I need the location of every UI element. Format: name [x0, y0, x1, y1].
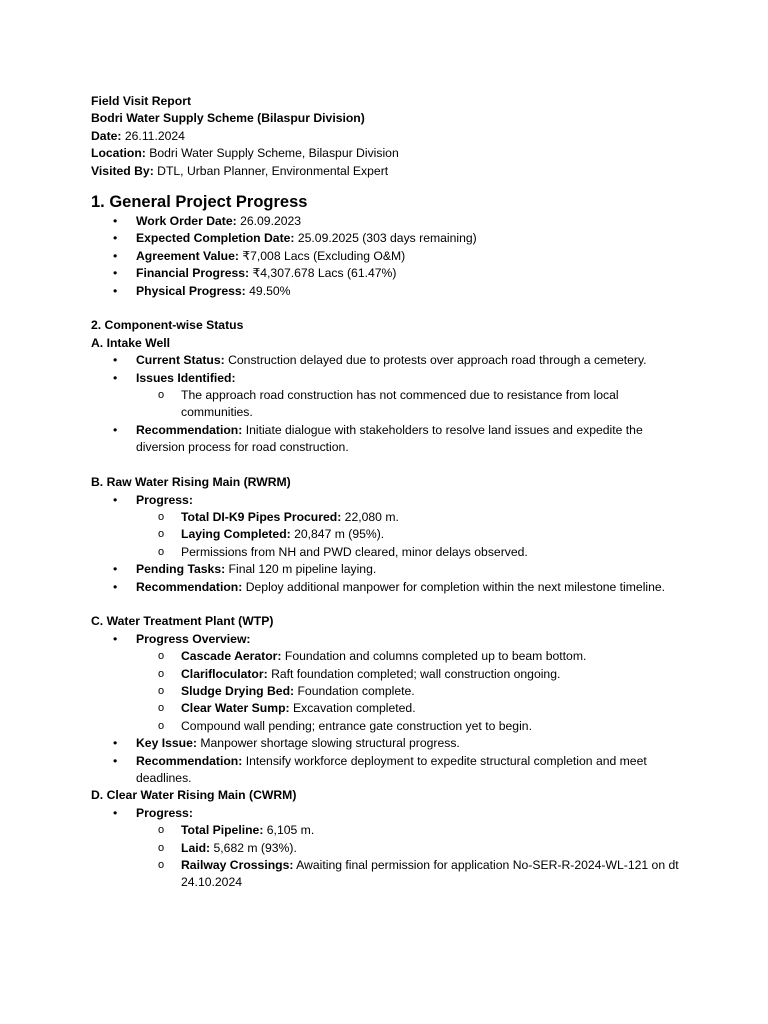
report-date: Date: 26.11.2024 — [91, 128, 185, 143]
sublist-item: o Laid: 5,682 m (93%). — [136, 840, 691, 857]
list-item: • Progress: o Total Pipeline: 6,105 m. o Laid: 5,682 m (93%). o Railway Crossings: Awaiting final permission for application No-SER-R-2024-WL-121 on dt 24.10.2024 — [91, 805, 691, 892]
sublist-item: o Total DI-K9 Pipes Procured: 22,080 m. — [136, 509, 691, 526]
sublist-item: o Railway Crossings: Awaiting final permission for application No-SER-R-2024-WL-121 on dt 24.10.2024 — [136, 857, 691, 892]
list-item: • Expected Completion Date: 25.09.2025 (303 days remaining) — [91, 230, 691, 247]
sublist-item: o Total Pipeline: 6,105 m. — [136, 822, 691, 839]
sublist-item: o Laying Completed: 20,847 m (95%). — [136, 526, 691, 543]
subsection-heading-wtp: C. Water Treatment Plant (WTP) — [91, 614, 274, 629]
sublist-item: o Cascade Aerator: Foundation and columns completed up to beam bottom. — [136, 648, 691, 665]
cwrm-list — [91, 805, 691, 892]
list-item: • Progress: o Total DI-K9 Pipes Procured: 22,080 m. o Laying Completed: 20,847 m (95%). o Permissions from NH and PWD cleared, minor delays observed. — [91, 492, 691, 562]
rwrm-progress-sublist — [136, 509, 691, 561]
list-item: • Recommendation: Initiate dialogue with stakeholders to resolve land issues and expedite the diversion process for road construction. — [91, 422, 691, 457]
sublist-item: o Sludge Drying Bed: Foundation complete. — [136, 683, 691, 700]
general-progress-list — [91, 213, 691, 300]
report-title: Field Visit Report — [91, 94, 191, 108]
subsection-heading-intake-well: A. Intake Well — [91, 335, 171, 350]
list-item: • Recommendation: Deploy additional manpower for completion within the next milestone timeline. — [91, 579, 691, 596]
list-item: • Physical Progress: 49.50% — [91, 283, 691, 300]
rwrm-list — [91, 492, 691, 596]
sublist-item: o Permissions from NH and PWD cleared, minor delays observed. — [136, 544, 691, 561]
report-subtitle: Bodri Water Supply Scheme (Bilaspur Division) — [91, 111, 365, 126]
subsection-heading-cwrm: D. Clear Water Rising Main (CWRM) — [91, 788, 297, 803]
intake-well-list — [91, 352, 691, 456]
list-item: • Current Status: Construction delayed due to protests over approach road through a cemetery. — [91, 352, 691, 369]
sublist-item: o The approach road construction has not commenced due to resistance from local communities. — [136, 387, 691, 422]
report-body — [91, 93, 691, 892]
section-heading-general-progress: 1. General Project Progress — [91, 193, 308, 212]
sublist-item: o Clear Water Sump: Excavation completed. — [136, 700, 691, 717]
report-location: Location: Bodri Water Supply Scheme, Bilaspur Division — [91, 146, 399, 161]
list-item: • Recommendation: Intensify workforce deployment to expedite structural completion and meet deadlines. — [91, 753, 691, 788]
list-item: • Key Issue: Manpower shortage slowing structural progress. — [91, 735, 691, 752]
subsection-heading-rwrm: B. Raw Water Rising Main (RWRM) — [91, 475, 291, 490]
section-heading-component-status: 2. Component-wise Status — [91, 318, 244, 333]
wtp-list — [91, 631, 691, 788]
report-visited-by: Visited By: DTL, Urban Planner, Environmental Expert — [91, 163, 389, 178]
cwrm-progress-sublist — [136, 822, 691, 892]
issues-sublist — [136, 387, 691, 422]
sublist-item: o Clarifloculator: Raft foundation completed; wall construction ongoing. — [136, 666, 691, 683]
wtp-overview-sublist — [136, 648, 691, 735]
list-item: • Financial Progress: ₹4,307.678 Lacs (61.47%) — [91, 265, 691, 282]
list-item: • Work Order Date: 26.09.2023 — [91, 213, 691, 230]
list-item: • Pending Tasks: Final 120 m pipeline laying. — [91, 561, 691, 578]
list-item: • Agreement Value: ₹7,008 Lacs (Excluding O&M) — [91, 248, 691, 265]
list-item: • Issues Identified: o The approach road construction has not commenced due to resistance from local communities. — [91, 370, 691, 422]
list-item: • Progress Overview: o Cascade Aerator: Foundation and columns completed up to beam bottom. o Clarifloculator: Raft foundation completed; wall construction ongoing. o Sludge Drying Bed: Foundation complete. o Clear Water Sump: Excavation completed. o Compound wall pending; entrance gate construction yet to begin. — [91, 631, 691, 735]
sublist-item: o Compound wall pending; entrance gate construction yet to begin. — [136, 718, 691, 735]
